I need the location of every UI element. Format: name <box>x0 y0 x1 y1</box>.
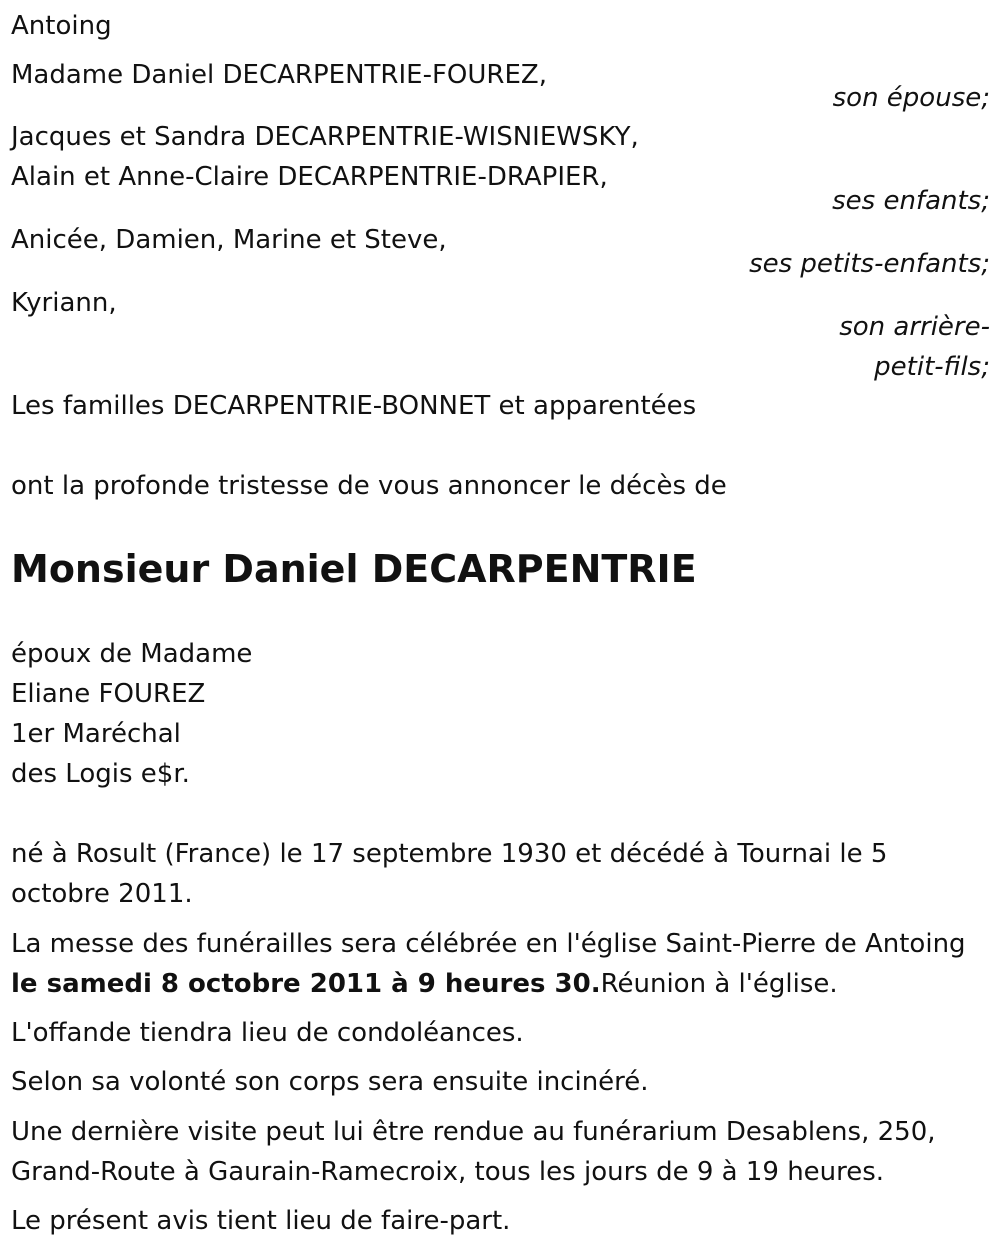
children-role: ses enfants; <box>832 186 990 216</box>
announcement-line: ont la profonde tristesse de vous annoncer le décès de <box>11 471 727 501</box>
deceased-title-line-4: des Logis e$r. <box>11 759 190 789</box>
great-grandchild-role-line-2: petit-fils; <box>874 352 990 382</box>
spouse-role: son épouse; <box>832 83 990 113</box>
funeral-date: le samedi 8 octobre 2011 à 9 heures 30. <box>11 969 601 999</box>
families-line: Les familles DECARPENTRIE-BONNET et apparentées <box>11 391 697 421</box>
deceased-title-line-1: époux de Madame <box>11 639 253 669</box>
funeral-paragraph <box>11 924 991 1004</box>
deceased-name: Monsieur Daniel DECARPENTRIE <box>11 547 697 591</box>
children-line-2: Alain et Anne-Claire DECARPENTRIE-DRAPIER, <box>11 162 608 192</box>
place-name: Antoing <box>11 11 112 41</box>
birth-death-paragraph: né à Rosult (France) le 17 septembre 1930 et décédé à Tournai le 5 octobre 2011. <box>11 839 888 909</box>
great-grandchild: Kyriann, <box>11 288 117 318</box>
deceased-title-line-3: 1er Maréchal <box>11 719 181 749</box>
closing-line: Le présent avis tient lieu de faire-part. <box>11 1206 511 1236</box>
grandchildren: Anicée, Damien, Marine et Steve, <box>11 225 447 255</box>
offering-line: L'offande tiendra lieu de condoléances. <box>11 1018 524 1048</box>
deceased-title-line-2: Eliane FOUREZ <box>11 679 206 709</box>
funeral-meeting: Réunion à l'église. <box>600 969 838 999</box>
cremation-line: Selon sa volonté son corps sera ensuite incinéré. <box>11 1067 649 1097</box>
great-grandchild-role-line-1: son arrière- <box>839 312 990 342</box>
children-line-1: Jacques et Sandra DECARPENTRIE-WISNIEWSKY, <box>11 122 639 152</box>
spouse-name: Madame Daniel DECARPENTRIE-FOUREZ, <box>11 60 547 90</box>
visit-paragraph: Une dernière visite peut lui être rendue au funérarium Desablens, 250, Grand-Route à Gaurain-Ramecroix, tous les jours de 9 à 19 heures. <box>11 1117 936 1187</box>
grandchildren-role: ses petits-enfants; <box>749 249 990 279</box>
funeral-intro: La messe des funérailles sera célébrée en l'église Saint-Pierre de Antoing <box>11 929 966 959</box>
